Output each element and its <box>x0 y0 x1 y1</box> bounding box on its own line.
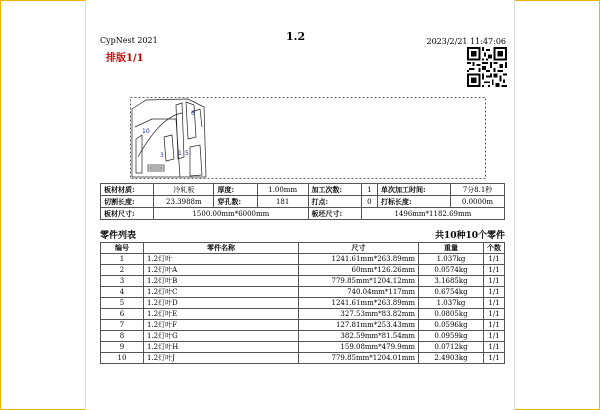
table-cell: 779.85mm*1204.12mm <box>299 276 419 287</box>
report-page <box>86 0 514 410</box>
table-cell: 1/1 <box>484 353 505 364</box>
thickness-label: 厚度: <box>214 184 257 196</box>
dot-value: 0 <box>361 196 377 208</box>
sheet-boundary <box>131 98 486 179</box>
table-cell: 1/1 <box>484 254 505 265</box>
table-cell: 1/1 <box>484 331 505 342</box>
parts-list-title: 零件列表 <box>100 231 137 241</box>
column-header: 零件名称 <box>144 243 299 254</box>
sheet-info-table <box>100 183 505 220</box>
table-cell: 1.037kg <box>419 254 484 265</box>
material-label: 板材材质: <box>101 184 154 196</box>
table-cell: 327.53mm*83.82mm <box>299 309 419 320</box>
qr-code-icon <box>467 47 507 87</box>
table-cell: 2 <box>101 265 144 276</box>
table-row <box>101 265 505 276</box>
blank-size-value: 1496mm*1182.69mm <box>361 208 504 220</box>
cut-length-label: 切割长度: <box>101 196 154 208</box>
table-cell: 6 <box>101 309 144 320</box>
table-cell: 1.037kg <box>419 298 484 309</box>
column-header: 尺寸 <box>299 243 419 254</box>
info-row <box>101 208 505 220</box>
table-cell: 159.08mm*479.9mm <box>299 342 419 353</box>
column-header: 重量 <box>419 243 484 254</box>
parts-header-row <box>101 243 505 254</box>
table-cell: 1241.61mm*263.89mm <box>299 298 419 309</box>
table-cell: 10 <box>101 353 144 364</box>
table-row <box>101 320 505 331</box>
sheet-size-label: 板材尺寸: <box>101 208 154 220</box>
nested-part-outline <box>138 113 182 157</box>
table-cell: 1 <box>101 254 144 265</box>
nested-part-outline <box>190 145 202 176</box>
table-row <box>101 276 505 287</box>
table-row <box>101 298 505 309</box>
table-cell: 4 <box>101 287 144 298</box>
part-number-label: 6 <box>191 110 195 117</box>
table-row <box>101 331 505 342</box>
column-header: 个数 <box>484 243 505 254</box>
cut-length-value: 23.3988m <box>154 196 214 208</box>
table-cell: 60mm*126.26mm <box>299 265 419 276</box>
software-name: CypNest 2021 <box>100 36 158 45</box>
table-cell: 8 <box>101 331 144 342</box>
table-cell: 1.2灯叶G <box>144 331 299 342</box>
process-count-label: 加工次数: <box>308 184 361 196</box>
table-cell: 1.2灯叶H <box>144 342 299 353</box>
table-cell: 0.6754kg <box>419 287 484 298</box>
table-cell: 1/1 <box>484 276 505 287</box>
mark-length-label: 打标长度: <box>377 196 450 208</box>
table-row <box>101 287 505 298</box>
part-number-label: 10 <box>142 128 150 135</box>
layout-label: 排版1/1 <box>106 53 144 64</box>
table-cell: 1/1 <box>484 287 505 298</box>
table-cell: 3.1685kg <box>419 276 484 287</box>
nested-part-outline <box>136 135 142 173</box>
table-row <box>101 353 505 364</box>
process-time-value: 7分8.1秒 <box>450 184 504 196</box>
table-cell: 0.0712kg <box>419 342 484 353</box>
material-value: 冷轧板 <box>154 184 214 196</box>
table-cell: 382.59mm*81.54mm <box>299 331 419 342</box>
column-header: 编号 <box>101 243 144 254</box>
mark-length-value: 0.0000m <box>450 196 504 208</box>
nested-part-outline <box>148 165 164 171</box>
table-cell: 0.0959kg <box>419 331 484 342</box>
part-number-label: 5 <box>185 150 189 157</box>
table-cell: 9 <box>101 342 144 353</box>
table-cell: 1/1 <box>484 265 505 276</box>
nesting-layout-preview <box>130 97 486 179</box>
nested-part-outline <box>150 167 162 169</box>
table-cell: 1.2灯叶A <box>144 265 299 276</box>
info-row <box>101 184 505 196</box>
table-cell: 1.2灯叶C <box>144 287 299 298</box>
part-number-label: 3 <box>160 152 164 159</box>
table-cell: 1/1 <box>484 342 505 353</box>
table-cell: 127.81mm*253.43mm <box>299 320 419 331</box>
table-cell: 1.2灯叶D <box>144 298 299 309</box>
table-cell: 5 <box>101 298 144 309</box>
parts-rows <box>101 254 505 364</box>
table-cell: 1.2灯叶 <box>144 254 299 265</box>
table-cell: 0.0805kg <box>419 309 484 320</box>
table-cell: 1/1 <box>484 309 505 320</box>
table-cell: 1.2灯叶B <box>144 276 299 287</box>
print-datetime: 2023/2/21 11:47:06 <box>426 37 506 46</box>
table-cell: 1.2灯叶F <box>144 320 299 331</box>
table-cell: 0.0574kg <box>419 265 484 276</box>
info-row <box>101 196 505 208</box>
table-cell: 779.85mm*1204.01mm <box>299 353 419 364</box>
table-cell: 7 <box>101 320 144 331</box>
table-cell: 1241.61mm*263.89mm <box>299 254 419 265</box>
sheet-size-value: 1500.00mm*6000mm <box>154 208 308 220</box>
process-count-value: 1 <box>361 184 377 196</box>
table-row <box>101 309 505 320</box>
pierce-count-value: 181 <box>257 196 308 208</box>
table-cell: 2.4903kg <box>419 353 484 364</box>
table-cell: 1.2灯叶J <box>144 353 299 364</box>
blank-size-label: 板坯尺寸: <box>308 208 361 220</box>
part-number-label: 1 <box>178 150 182 157</box>
table-cell: 3 <box>101 276 144 287</box>
table-row <box>101 342 505 353</box>
table-cell: 1/1 <box>484 320 505 331</box>
table-cell: 0.0596kg <box>419 320 484 331</box>
nested-part-outline <box>164 135 174 161</box>
table-row <box>101 254 505 265</box>
process-time-label: 单次加工时间: <box>377 184 450 196</box>
table-cell: 1.2灯叶E <box>144 309 299 320</box>
nested-part-outline <box>186 102 196 139</box>
dot-label: 打点: <box>308 196 361 208</box>
thickness-value: 1.00mm <box>257 184 308 196</box>
pierce-count-label: 穿孔数: <box>214 196 257 208</box>
table-cell: 1/1 <box>484 298 505 309</box>
document-number: 1.2 <box>286 30 306 43</box>
table-cell: 740.04mm*117mm <box>299 287 419 298</box>
parts-summary: 共10种10个零件 <box>434 231 505 241</box>
parts-table <box>100 242 505 364</box>
